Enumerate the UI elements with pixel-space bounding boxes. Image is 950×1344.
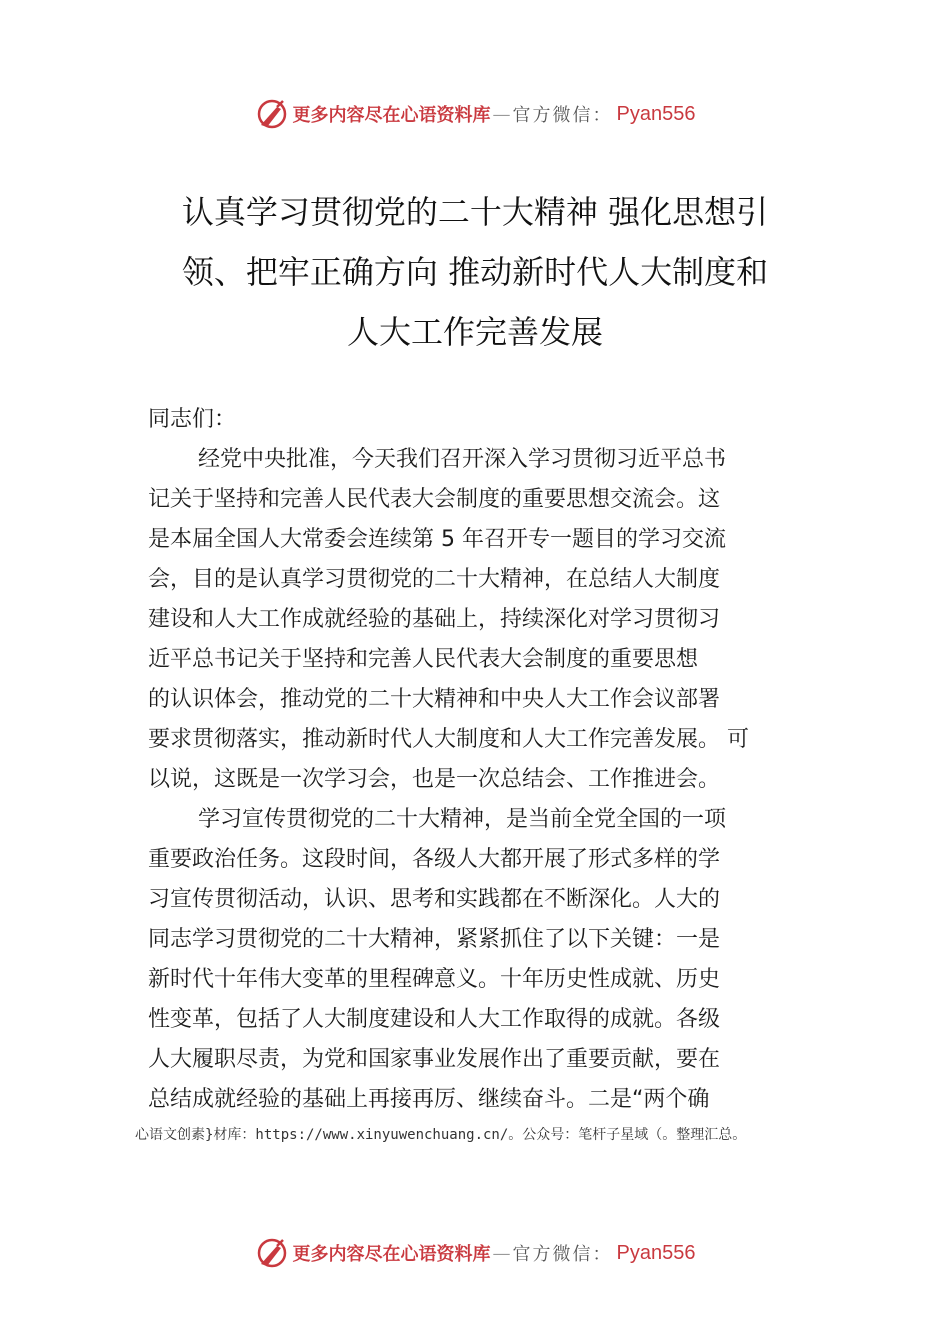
body-line: 重要政治任务。这段时间，各级人大都开展了形式多样的学 xyxy=(148,847,721,872)
banner-text: 更多内容尽在心语资料库 xyxy=(292,105,491,126)
pen-logo-icon xyxy=(255,1236,289,1270)
body-line: 会，目的是认真学习贯彻党的二十大精神，在总结人大制度 xyxy=(148,567,721,592)
banner-wechat-label: 官方微信： xyxy=(512,1244,613,1265)
body-line: 的认识体会，推动党的二十大精神和中央人大工作会议部署 xyxy=(148,687,721,712)
body-line: 近平总书记关于坚持和完善人民代表大会制度的重要思想 xyxy=(148,647,699,672)
banner-wechat-id: Pyan556 xyxy=(616,1241,696,1264)
body-line: 建设和人大工作成就经验的基础上，持续深化对学习贯彻习 xyxy=(148,607,721,632)
body-line: 以说，这既是一次学习会，也是一次总结会、工作推进会。 xyxy=(148,767,721,792)
salutation: 同志们： xyxy=(148,407,237,432)
body-line: 学习宣传贯彻党的二十大精神，是当前全党全国的一项 xyxy=(198,807,727,832)
title-line: 认真学习贯彻党的二十大精神 强化思想引 xyxy=(181,193,769,231)
pen-logo-icon xyxy=(255,97,289,131)
body-line: 要求贯彻落实，推动新时代人大制度和人大工作完善发展。 可 xyxy=(148,727,749,752)
body-line: 经党中央批准，今天我们召开深入学习贯彻习近平总书 xyxy=(198,447,727,472)
footer-banner xyxy=(0,1233,950,1273)
body-line: 是本届全国人大常委会连续第 5 年召开专一题目的学习交流 xyxy=(148,527,726,552)
body-line: 习宣传贯彻活动，认识、思考和实践都在不断深化。人大的 xyxy=(148,887,721,912)
document-body xyxy=(148,400,813,1120)
banner-separator: — xyxy=(492,103,511,125)
banner-text: 更多内容尽在心语资料库 xyxy=(292,1244,491,1265)
banner-wechat-id: Pyan556 xyxy=(616,102,696,125)
body-line: 总结成就经验的基础上再接再厉、继续奋斗。二是“两个确 xyxy=(148,1087,710,1112)
banner-wechat-label: 官方微信： xyxy=(512,105,613,126)
title-line: 领、把牢正确方向 推动新时代人大制度和 xyxy=(181,253,769,291)
body-line: 人大履职尽责，为党和国家事业发展作出了重要贡献，要在 xyxy=(148,1047,721,1072)
body-line: 性变革，包括了人大制度建设和人大工作取得的成就。各级 xyxy=(148,1007,721,1032)
header-banner xyxy=(0,94,950,134)
document-title xyxy=(120,182,830,362)
banner-separator: — xyxy=(492,1242,511,1264)
footer-source: 心语文创素}材库：https://www.xinyuwenchuang.cn/。公众号：笔杆子星域（。整理汇总。 xyxy=(135,1127,747,1143)
body-line: 记关于坚持和完善人民代表大会制度的重要思想交流会。这 xyxy=(148,487,721,512)
body-line: 新时代十年伟大变革的里程碑意义。十年历史性成就、历史 xyxy=(148,967,721,992)
title-line: 人大工作完善发展 xyxy=(346,313,603,351)
body-line: 同志学习贯彻党的二十大精神，紧紧抓住了以下关键：一是 xyxy=(148,927,721,952)
